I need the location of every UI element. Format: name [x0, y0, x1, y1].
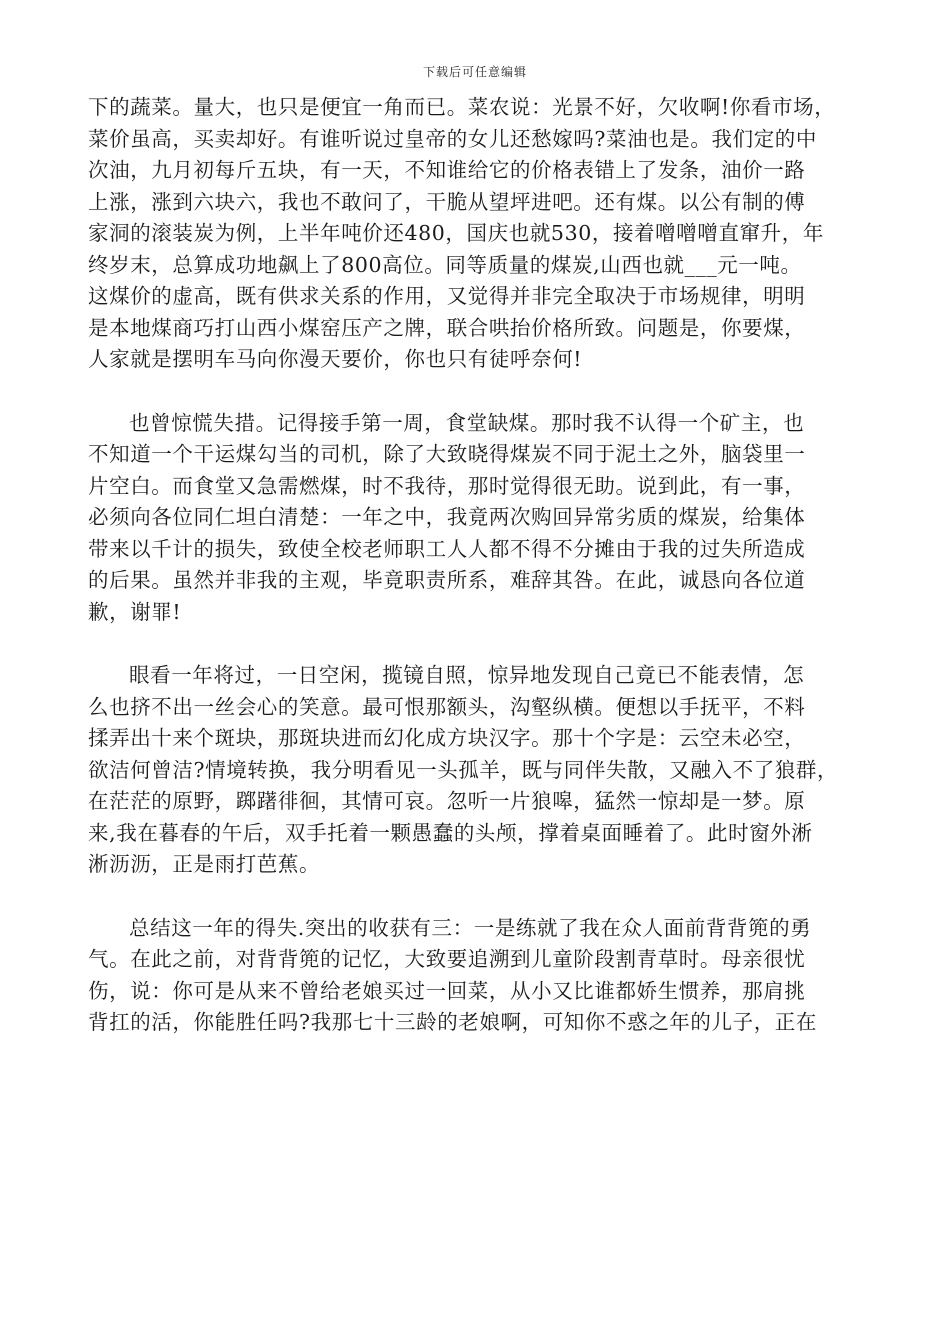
- text-line: 在茫茫的原野，踯躇徘徊，其情可哀。忽听一片狼嗥，猛然一惊却是一梦。原: [88, 789, 806, 813]
- text-line: 总结这一年的得失.突出的收获有三：一是练就了我在众人面前背背篼的勇: [129, 915, 812, 940]
- text-line: 必须向各位同仁坦白清楚：一年之中，我竟两次购回异常劣质的煤炭，给集体: [88, 505, 806, 529]
- text-line: 带来以千计的损失，致使全校老师职工人人都不得不分摊由于我的过失所造成: [88, 536, 806, 561]
- text-line: 来,我在暮春的午后，双手托着一颗愚蠢的头颅，撑着桌面睡着了。此时窗外淅: [88, 820, 813, 845]
- text-line: 片空白。而食堂又急需燃煤，时不我待，那时觉得很无助。说到此，有一事，: [88, 473, 806, 498]
- text-line: 次油，九月初每斤五块，有一天，不知谁给它的价格表错上了发条，油价一路: [88, 158, 806, 182]
- text-line: 伤，说：你可是从来不曾给老娘买过一回菜，从小又比谁都娇生惯养，那肩挑: [88, 978, 806, 1003]
- text-line: 揉弄出十来个斑块，那斑块进而幻化成方块汉字。那十个字是：云空未必空，: [88, 726, 806, 750]
- text-line: 么也挤不出一丝会心的笑意。最可恨那额头，沟壑纵横。便想以手抚平，不料: [88, 694, 806, 719]
- paragraph-2: [88, 408, 868, 629]
- text-line: 欲洁何曾洁?情境转换，我分明看见一头孤羊，既与同伴失散，又融入不了狼群，: [88, 757, 839, 782]
- text-line: 家洞的滚装炭为例，上半年吨价还480，国庆也就530，接着噌噌噌直窜升，年: [88, 221, 824, 245]
- text-line: 是本地煤商巧打山西小煤窑压产之牌，联合哄抬价格所致。问题是，你要煤，: [88, 315, 806, 340]
- paragraph-1: [88, 92, 868, 376]
- text-line: 菜价虽高，买卖却好。有谁听说过皇帝的女儿还愁嫁吗?菜油也是。我们定的中: [88, 126, 817, 151]
- body-text: [88, 92, 868, 1039]
- page-header: 下载后可任意编辑: [422, 65, 527, 79]
- paragraph-4: [88, 913, 868, 1039]
- text-line: 气。在此之前，对背背篼的记忆，大致要追溯到儿童阶段割青草时。母亲很忧: [88, 947, 806, 971]
- text-line: 眼看一年将过，一日空闲，揽镜自照，惊异地发现自己竟已不能表情，怎: [129, 663, 805, 687]
- text-line: 的后果。虽然并非我的主观，毕竟职责所系，难辞其咎。在此，诚恳向各位道: [88, 568, 806, 592]
- text-line: 上涨，涨到六块六，我也不敢问了，干脆从望坪进吧。还有煤。以公有制的傅: [88, 189, 806, 214]
- text-line: 人家就是摆明车马向你漫天要价，你也只有徒呼奈何!: [88, 347, 583, 371]
- text-line: 这煤价的虚高，既有供求关系的作用，又觉得并非完全取决于市场规律，明明: [88, 284, 806, 308]
- paragraph-3: [88, 660, 868, 881]
- text-line: 背扛的活，你能胜任吗?我那七十三龄的老娘啊，可知你不惑之年的儿子，正在: [88, 1010, 817, 1034]
- text-line: 终岁末，总算成功地飙上了800高位。同等质量的煤炭,山西也就___元一吨。: [88, 252, 802, 277]
- text-line: 歉，谢罪!: [88, 599, 182, 624]
- text-line: 下的蔬菜。量大，也只是便宜一角而已。菜农说：光景不好，欠收啊!你看市场，: [88, 95, 836, 119]
- text-line: 不知道一个干运煤勾当的司机，除了大致晓得煤炭不同于泥土之外，脑袋里一: [88, 442, 806, 466]
- text-line: 也曾惊慌失措。记得接手第一周，食堂缺煤。那时我不认得一个矿主，也: [129, 410, 805, 435]
- text-line: 淅沥沥，正是雨打芭蕉。: [88, 852, 321, 876]
